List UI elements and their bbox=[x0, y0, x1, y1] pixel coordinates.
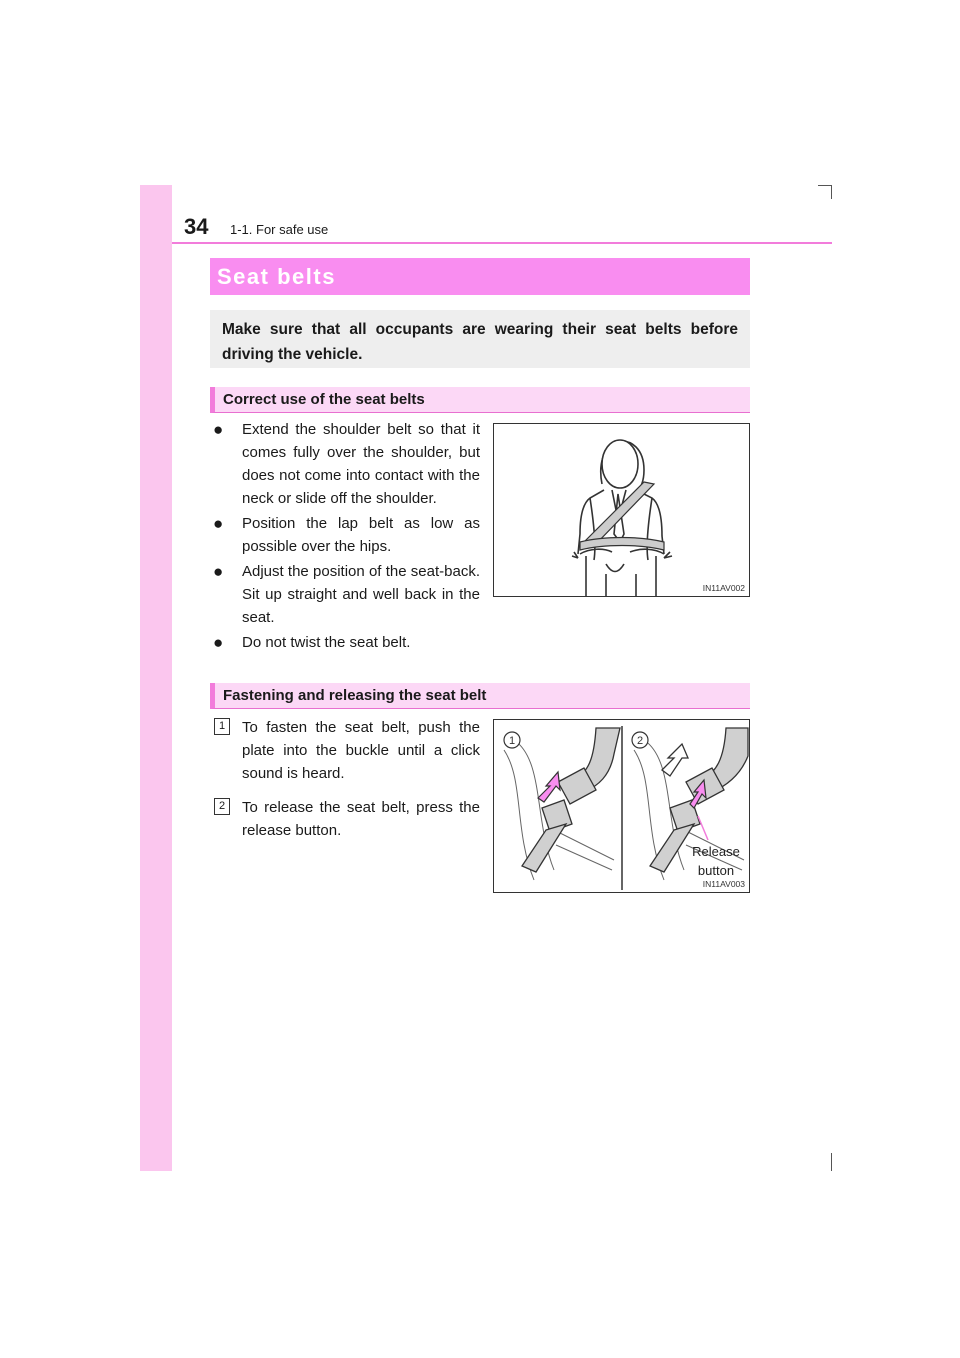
bullet-icon: ● bbox=[213, 420, 224, 439]
list-item: ● Adjust the position of the seat-back. Sit up straight and well back in the seat. bbox=[213, 562, 480, 626]
bullet-icon: ● bbox=[213, 514, 224, 533]
figure-code: IN11AV003 bbox=[702, 879, 745, 889]
panel-label: 1 bbox=[508, 735, 516, 747]
release-button-callout: Release button bbox=[692, 844, 740, 878]
step-item: 2 To release the seat belt, press the release button. bbox=[214, 796, 480, 842]
page-side-tab bbox=[140, 185, 172, 1171]
fastening-steps bbox=[214, 716, 480, 853]
bullet-icon: ● bbox=[213, 633, 224, 652]
step-number-badge: 2 bbox=[214, 798, 230, 815]
push-arrow-icon bbox=[538, 772, 560, 802]
panel-label: 2 bbox=[636, 735, 644, 747]
crop-mark bbox=[818, 185, 832, 186]
seated-occupant-figure bbox=[493, 423, 750, 597]
section-path: 1-1. For safe use bbox=[230, 222, 329, 237]
figure-code: IN11AV002 bbox=[702, 583, 745, 593]
crop-mark bbox=[831, 185, 832, 199]
header-rule bbox=[172, 242, 832, 244]
crop-mark bbox=[831, 1153, 832, 1171]
step-item: 1 To fasten the seat belt, push the plate into the buckle until a click sound is heard. bbox=[214, 716, 480, 785]
bullet-icon: ● bbox=[213, 562, 224, 581]
seated-occupant-illustration bbox=[494, 424, 749, 596]
page-title: Seat belts bbox=[217, 264, 336, 289]
subheading-correct-use: Correct use of the seat belts bbox=[210, 387, 750, 413]
intro-box: Make sure that all occupants are wearing their seat belts before driving the vehicle. bbox=[210, 310, 750, 368]
step-number-badge: 1 bbox=[214, 718, 230, 735]
correct-use-bullets bbox=[212, 418, 480, 656]
page-number: 34 bbox=[184, 214, 209, 239]
list-item: ● Do not twist the seat belt. bbox=[213, 633, 411, 652]
list-item: ● Extend the shoulder belt so that it comes fully over the shoulder, but does not come into contact with the neck or slide off the shoulder. bbox=[213, 420, 480, 507]
subheading-fastening: Fastening and releasing the seat belt bbox=[210, 683, 750, 709]
list-item: ● Position the lap belt as low as possible over the hips. bbox=[213, 514, 480, 555]
page-title-bar bbox=[210, 258, 750, 295]
direction-arrow-icon bbox=[662, 744, 688, 776]
